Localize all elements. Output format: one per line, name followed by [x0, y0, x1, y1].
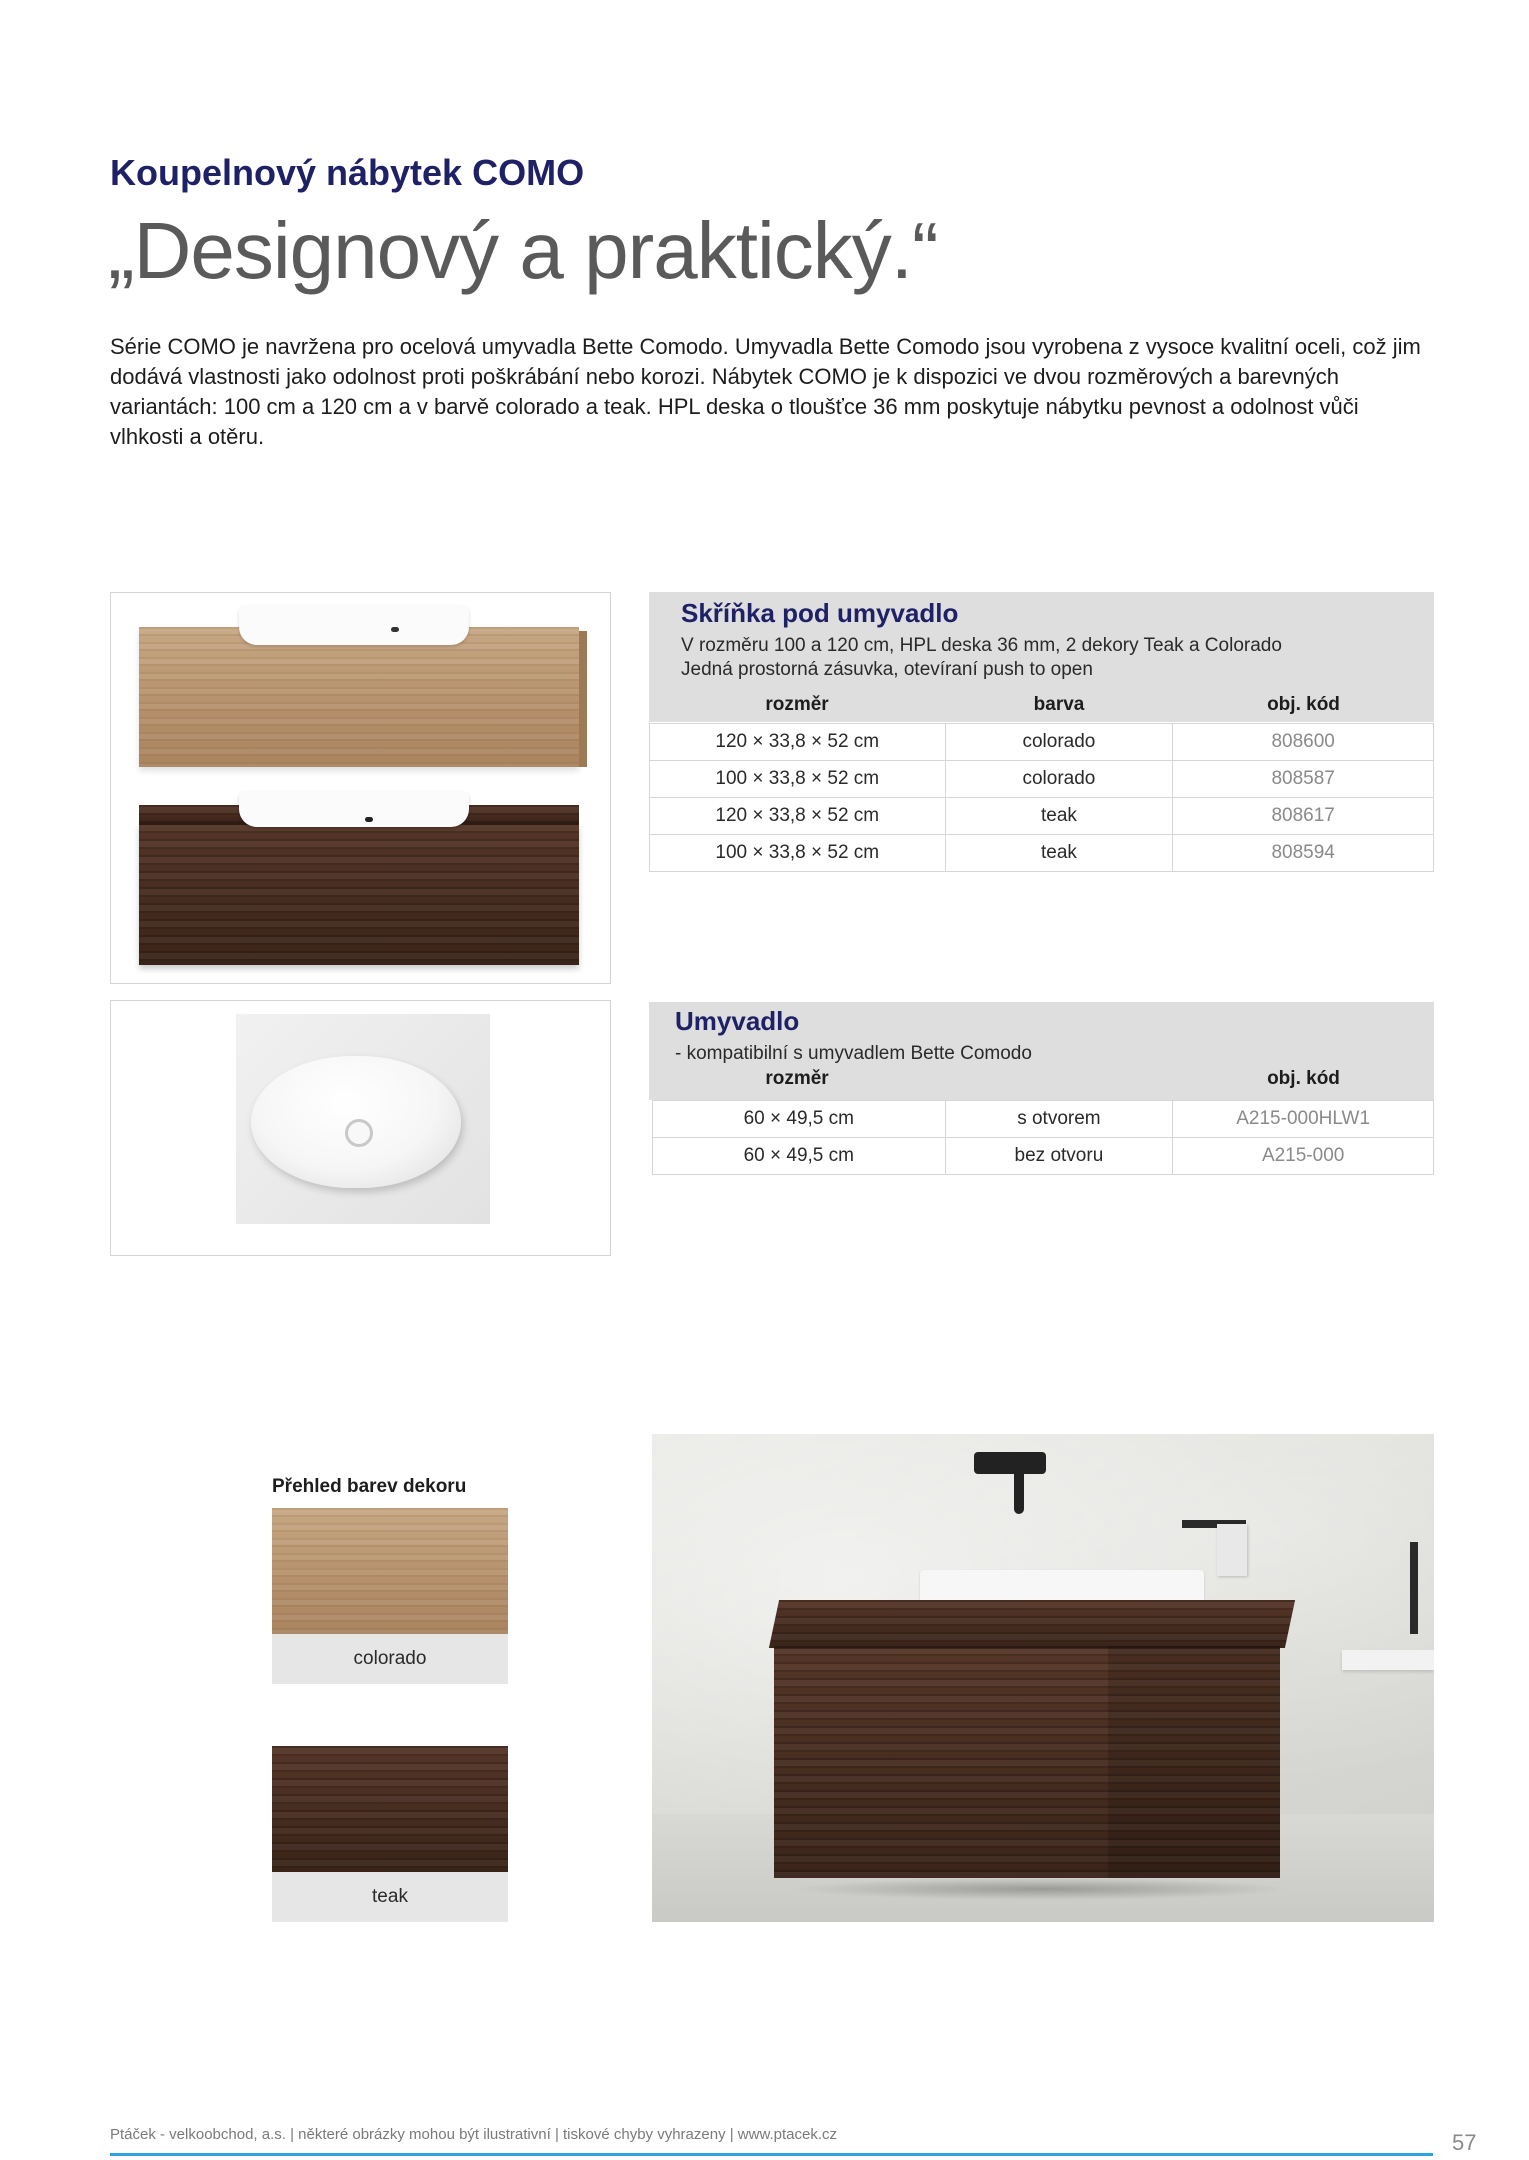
- cell-variant: s otvorem: [945, 1101, 1173, 1138]
- footer-text: Ptáček - velkoobchod, a.s. | některé obrázky mohou být ilustrativní | tiskové chyby vyhrazeny | www.ptacek.cz: [110, 2126, 838, 2143]
- basin-table-title: Umyvadlo: [675, 1006, 800, 1036]
- cell-size: 100 × 33,8 × 52 cm: [650, 835, 946, 872]
- teak-cabinet-illustration: [139, 805, 579, 965]
- cabinet-table-desc-2: Jedná prostorná zásuvka, otevíraní push to open: [681, 659, 1093, 680]
- basin-table-panel: [649, 1002, 1434, 1177]
- cabinet-product-image: [110, 592, 611, 984]
- intro-paragraph: Série COMO je navržena pro ocelová umyvadla Bette Comodo. Umyvadla Bette Comodo jsou vyrobena z vysoce kvalitní oceli, což jim dodává vlastnosti jako odolnost proti poškrábání nebo korozi. Nábytek COMO je k dispozici ve dvou rozměrových a barevných variantách: 100 cm a 120 cm a v barvě colorado a teak. HPL deska o tloušťce 36 mm poskytuje nábytku pevnost a odolnost vůči vlhkosti a otěru.: [110, 334, 1421, 449]
- header-size: rozměr: [765, 1068, 829, 1089]
- header-color: barva: [1033, 694, 1085, 715]
- page-number: 57: [1452, 2130, 1477, 2155]
- header-code: obj. kód: [1267, 694, 1340, 715]
- basin-product-image: [110, 1000, 611, 1256]
- colorado-cabinet-illustration: [139, 627, 579, 767]
- footer-divider: [110, 2153, 1433, 2156]
- decor-title: Přehled barev dekoru: [272, 1476, 467, 1497]
- table-row: [650, 798, 1434, 835]
- header-size: rozměr: [765, 694, 829, 715]
- cabinet-table: [649, 723, 1434, 872]
- basin-table-desc: - kompatibilní s umyvadlem Bette Comodo: [675, 1043, 1032, 1064]
- cell-color: colorado: [945, 724, 1173, 761]
- cell-size: 60 × 49,5 cm: [653, 1101, 946, 1138]
- decor-label: teak: [272, 1872, 508, 1922]
- table-row: [653, 1101, 1434, 1138]
- cabinet-table-desc-1: V rozměru 100 a 120 cm, HPL deska 36 mm, 2 dekory Teak a Colorado: [681, 635, 1282, 656]
- basin-table: [652, 1100, 1434, 1175]
- cell-size: 120 × 33,8 × 52 cm: [650, 724, 946, 761]
- cell-color: teak: [945, 798, 1173, 835]
- cell-size: 100 × 33,8 × 52 cm: [650, 761, 946, 798]
- cell-code: 808594: [1173, 835, 1434, 872]
- bathroom-scene-image: [652, 1434, 1434, 1922]
- cell-code: 808600: [1173, 724, 1434, 761]
- decor-label: colorado: [272, 1634, 508, 1684]
- cabinet-table-panel: [649, 592, 1434, 877]
- cell-code: 808587: [1173, 761, 1434, 798]
- cell-size: 60 × 49,5 cm: [653, 1138, 946, 1175]
- cell-color: colorado: [945, 761, 1173, 798]
- table-row: [650, 761, 1434, 798]
- table-row: [650, 835, 1434, 872]
- cabinet-table-title: Skříňka pod umyvadlo: [681, 598, 959, 628]
- cell-variant: bez otvoru: [945, 1138, 1173, 1175]
- header-code: obj. kód: [1267, 1068, 1340, 1089]
- table-row: [653, 1138, 1434, 1175]
- cell-code: 808617: [1173, 798, 1434, 835]
- cell-color: teak: [945, 835, 1173, 872]
- faucet-icon: [974, 1452, 1046, 1474]
- decor-swatch-colorado: [272, 1508, 508, 1684]
- cell-size: 120 × 33,8 × 52 cm: [650, 798, 946, 835]
- cell-code: A215-000HLW1: [1173, 1101, 1434, 1138]
- drain-icon: [345, 1119, 373, 1147]
- table-row: [650, 724, 1434, 761]
- decor-swatch-teak: [272, 1746, 508, 1922]
- page-title: „Designový a praktický.“: [108, 206, 938, 295]
- cell-code: A215-000: [1173, 1138, 1434, 1175]
- subtitle: Koupelnový nábytek COMO: [110, 152, 585, 193]
